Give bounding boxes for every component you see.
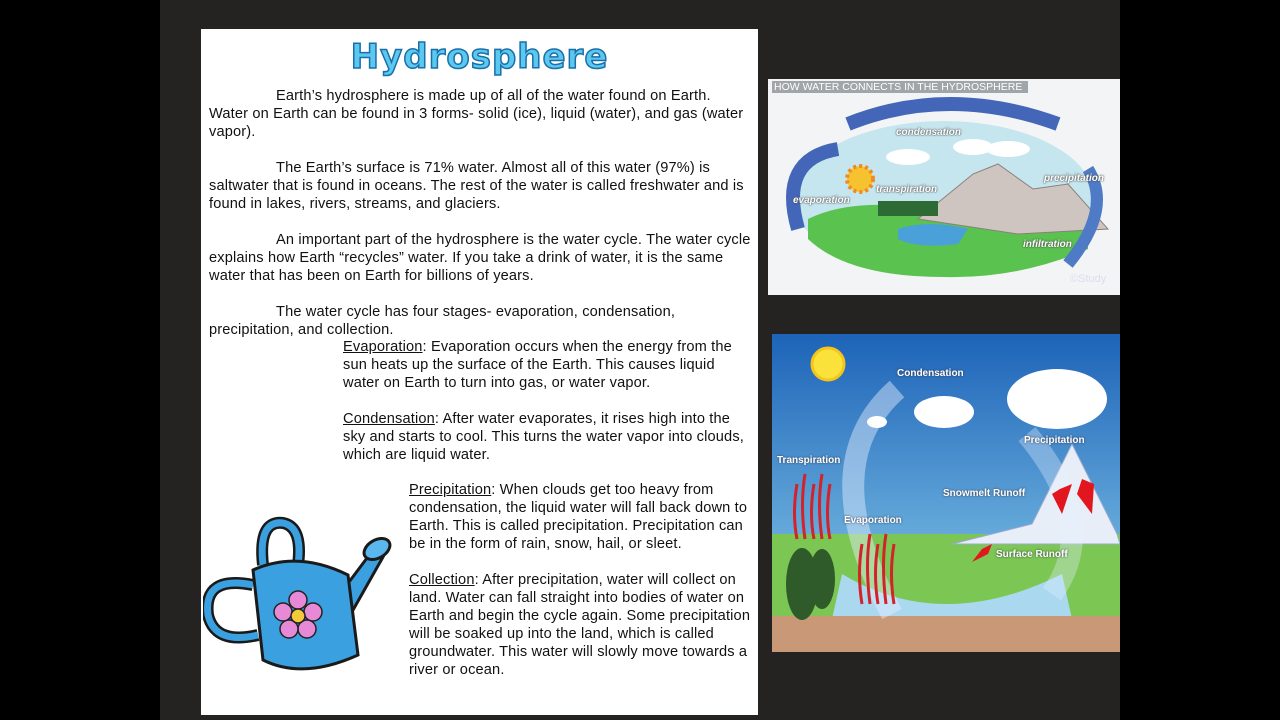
label-condensation: Condensation xyxy=(897,368,964,379)
label-precipitation: precipitation xyxy=(1044,173,1105,184)
stage-text: : Evaporation occurs when the energy from the sun heats up the surface of the Earth. This causes liquid water on Earth to turn into gas, or water vapor. xyxy=(343,339,732,391)
label-surface-runoff: Surface Runoff xyxy=(996,549,1068,560)
stages-lower xyxy=(409,481,754,697)
label-evaporation: evaporation xyxy=(793,195,850,206)
diagram-caption: HOW WATER CONNECTS IN THE HYDROSPHERE xyxy=(772,81,1028,93)
label-condensation: condensation xyxy=(896,127,962,138)
label-transpiration: Transpiration xyxy=(777,455,841,466)
stage-term: Precipitation xyxy=(409,482,492,498)
watering-can-icon xyxy=(203,515,393,675)
water-cycle-diagram xyxy=(772,334,1120,652)
paragraph: The water cycle has four stages- evaporation, condensation, precipitation, and collection. xyxy=(209,304,676,338)
page-title: Hydrosphere xyxy=(350,37,609,77)
stage-term: Evaporation xyxy=(343,339,423,355)
stage-text: : After water evaporates, it rises high into the sky and starts to cool. This turns the water vapor into clouds, which are liquid water. xyxy=(343,411,744,463)
label-precipitation: Precipitation xyxy=(1024,435,1085,446)
intro-text xyxy=(209,87,754,339)
stage-condensation xyxy=(343,410,753,464)
label-evaporation: Evaporation xyxy=(844,515,902,526)
label-infiltration: infiltration xyxy=(1023,239,1072,250)
label-snowmelt-runoff: Snowmelt Runoff xyxy=(943,488,1026,499)
document-page xyxy=(201,29,758,715)
watermark: ©Study xyxy=(1070,273,1107,285)
paragraph: An important part of the hydrosphere is the water cycle. The water cycle explains how Earth “recycles” water. If you take a drink of water, it is the same water that has been on Earth for billions of years. xyxy=(209,232,751,284)
hydrosphere-diagram xyxy=(768,79,1120,295)
label-transpiration: transpiration xyxy=(876,184,938,195)
stages-upper xyxy=(343,338,753,482)
stage-term: Condensation xyxy=(343,411,435,427)
stage-text: : After precipitation, water will collect on land. Water can fall straight into bodies of water on Earth and begin the cycle again. Some precipitation will be soaked up into the land, which is called groundwater. This water will slowly move towards a river or ocean. xyxy=(409,572,751,678)
stage-precipitation xyxy=(409,481,754,553)
stage-collection xyxy=(409,571,754,679)
stage-evaporation xyxy=(343,338,753,392)
stage-term: Collection xyxy=(409,572,475,588)
paragraph: The Earth’s surface is 71% water. Almost all of this water (97%) is saltwater that is found in oceans. The rest of the water is called freshwater and is found in lakes, rivers, streams, and glaciers. xyxy=(209,160,744,212)
stage-text: : When clouds get too heavy from condensation, the liquid water will fall back down to Earth. This is called precipitation. Precipitation can be in the form of rain, snow, hail, or sleet. xyxy=(409,482,748,552)
paragraph: Earth’s hydrosphere is made up of all of the water found on Earth. Water on Earth can be found in 3 forms- solid (ice), liquid (water), and gas (water vapor). xyxy=(209,88,744,140)
